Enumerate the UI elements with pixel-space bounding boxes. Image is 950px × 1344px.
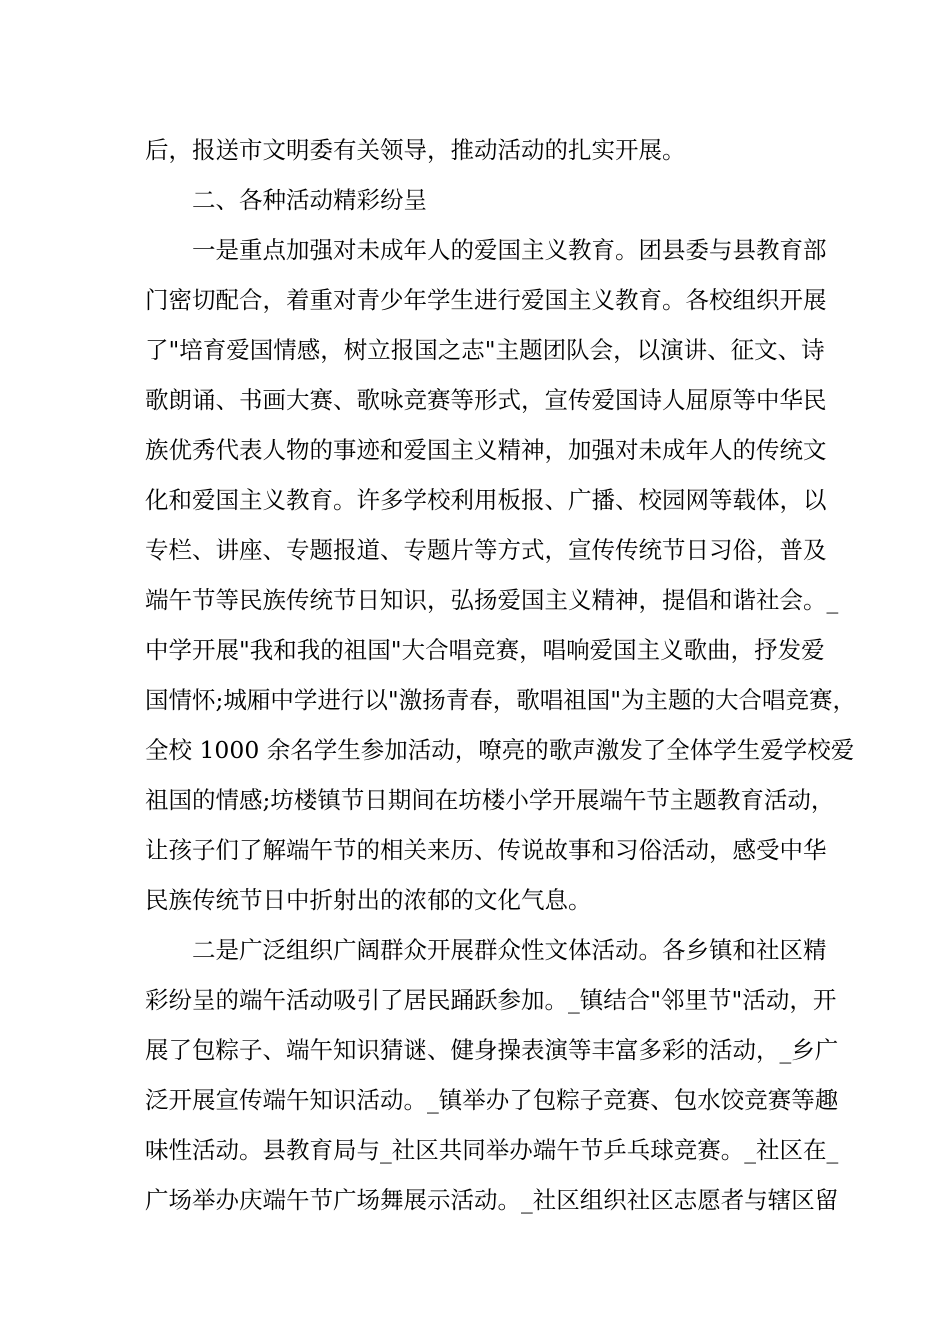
text-line: 门密切配合，着重对青少年学生进行爱国主义教育。各校组织开展 bbox=[145, 286, 827, 314]
text-line: 一是重点加强对未成年人的爱国主义教育。团县委与县教育部 bbox=[145, 236, 827, 264]
text-line: 广场举办庆端午节广场舞展示活动。_社区组织社区志愿者与辖区留 bbox=[145, 1186, 839, 1214]
text-line: 让孩子们了解端午节的相关来历、传说故事和习俗活动，感受中华 bbox=[145, 836, 827, 864]
text-line: 了"培育爱国情感，树立报国之志"主题团队会，以演讲、征文、诗 bbox=[145, 336, 825, 364]
text-line: 化和爱国主义教育。许多学校利用板报、广播、校园网等载体，以 bbox=[145, 486, 827, 514]
text-line: 祖国的情感;坊楼镇节日期间在坊楼小学开展端午节主题教育活动， bbox=[145, 786, 835, 814]
text-line: 端午节等民族传统节日知识，弘扬爱国主义精神，提倡和谐社会。_ bbox=[145, 586, 839, 614]
text-line: 泛开展宣传端午知识活动。_镇举办了包粽子竞赛、包水饺竞赛等趣 bbox=[145, 1086, 839, 1114]
text-line: 专栏、讲座、专题报道、专题片等方式，宣传传统节日习俗，普及 bbox=[145, 536, 827, 564]
text-line: 味性活动。县教育局与_社区共同举办端午节乒乓球竞赛。_社区在_ bbox=[145, 1136, 839, 1164]
text-line: 国情怀;城厢中学进行以"激扬青春，歌唱祖国"为主题的大合唱竞赛， bbox=[145, 686, 857, 714]
text-line: 二是广泛组织广阔群众开展群众性文体活动。各乡镇和社区精 bbox=[145, 936, 827, 964]
text-line: 民族传统节日中折射出的浓郁的文化气息。 bbox=[145, 886, 592, 914]
section-heading: 二、各种活动精彩纷呈 bbox=[145, 186, 427, 214]
text-line: 中学开展"我和我的祖国"大合唱竞赛，唱响爱国主义歌曲，抒发爱 bbox=[145, 636, 825, 664]
text-line: 族优秀代表人物的事迹和爱国主义精神，加强对未成年人的传统文 bbox=[145, 436, 827, 464]
text-line: 彩纷呈的端午活动吸引了居民踊跃参加。_镇结合"邻里节"活动，开 bbox=[145, 986, 837, 1014]
text-line: 歌朗诵、书画大赛、歌咏竞赛等形式，宣传爱国诗人屈原等中华民 bbox=[145, 386, 827, 414]
text-line: 全校 1000 余名学生参加活动，嘹亮的歌声激发了全体学生爱学校爱 bbox=[145, 736, 855, 764]
text-line: 展了包粽子、端午知识猜谜、健身操表演等丰富多彩的活动，_乡广 bbox=[145, 1036, 839, 1064]
text-line: 后，报送市文明委有关领导，推动活动的扎实开展。 bbox=[145, 136, 686, 164]
